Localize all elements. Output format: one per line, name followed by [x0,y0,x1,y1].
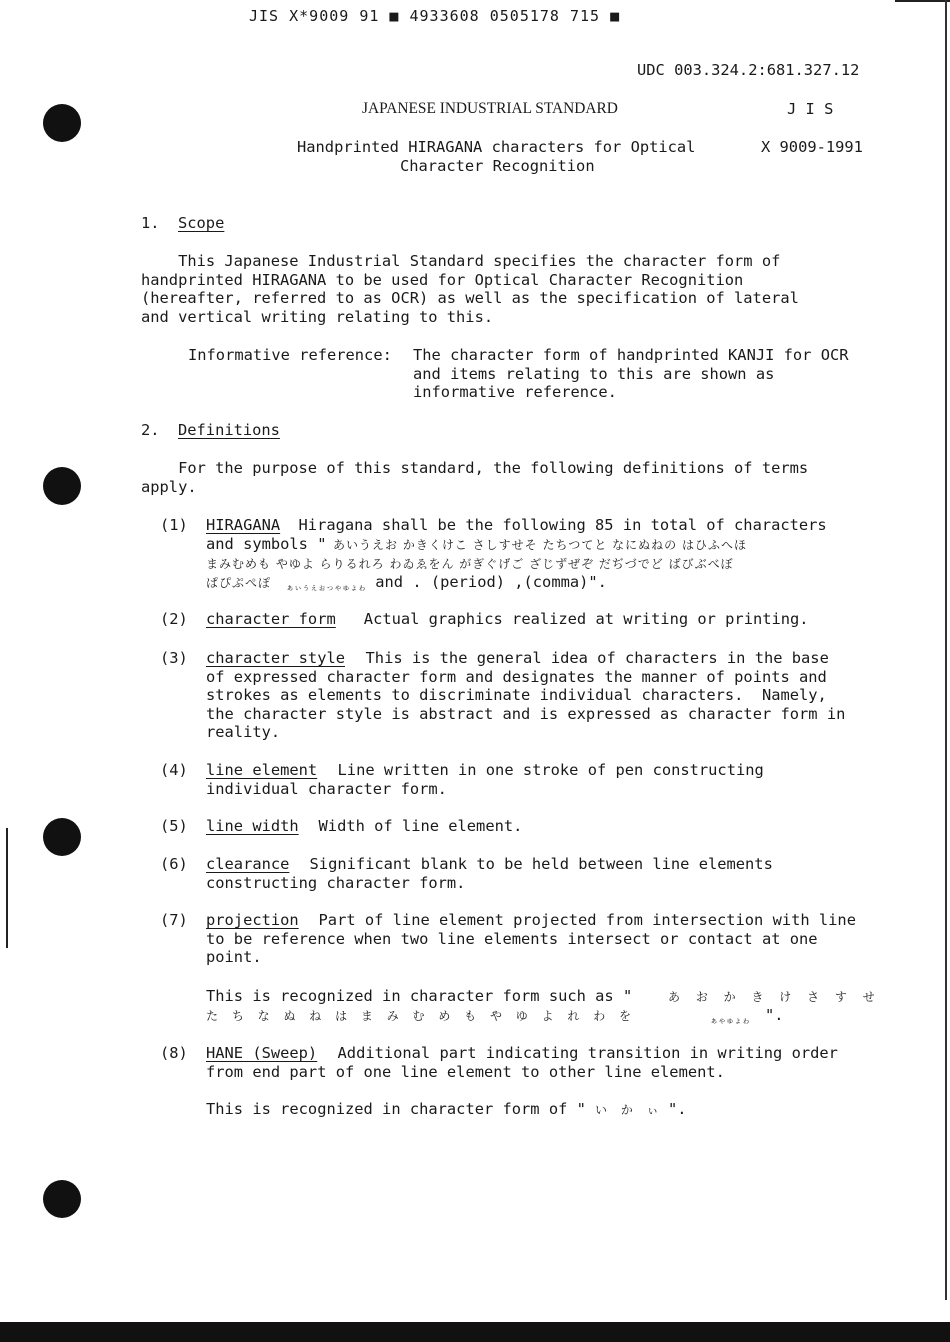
hiragana-small-kana: ぁぃぅぇぉっゃゅょゎ [286,583,366,592]
definition-term: character form [206,610,336,628]
top-right-rule [895,0,950,2]
definition-description: Additional part indicating transition in writing order from end part of one line element to other line element. [206,1044,838,1081]
definitions-intro: For the purpose of this standard, the following definitions of terms apply. [141,459,809,496]
scope-heading: Scope [178,214,225,232]
definition-term: line width [206,817,299,835]
document-title-line2: Character Recognition [400,157,595,175]
definition-term: HIRAGANA [206,516,281,534]
bottom-scan-bar [0,1322,950,1342]
hiragana-symbols-prefix: and symbols " [206,535,327,553]
definition-term: HANE (Sweep) [206,1044,318,1062]
hiragana-list-line3: ぱぴぷぺぽ [206,576,272,590]
hiragana-list-line1: あいうえお かきくけこ さしすせそ たちつてと なにぬねの はひふへほ [333,538,747,552]
definition-number: (3) [160,649,188,667]
projection-kana-line1: あ お か き け さ す せ [668,990,881,1004]
definition-description: Part of line element projected from intersection with line to be reference when two line elements intersect or contact at one point. [206,911,856,967]
projection-note-tail: ". [765,1006,784,1024]
projection-note-prefix: This is recognized in character form such as " [206,987,633,1005]
scope-number: 1. [141,214,160,232]
informative-reference-label: Informative reference: [188,346,392,364]
definition-description: This is the general idea of characters in the base of expressed character form and designates the manner of points and strokes as elements to discriminate individual characters. Namely, the character style is abstract and is expressed as character form in reality. [206,649,846,742]
projection-kana-line2: た ち な ぬ ね は ま み む め も や ゆ よ れ わ を [206,1009,637,1023]
definitions-number: 2. [141,421,160,439]
document-title-line1: Handprinted HIRAGANA characters for Optical [297,138,696,156]
definition-number: (7) [160,911,188,929]
punch-hole [43,467,81,505]
right-edge-rule [945,0,947,1300]
definition-number: (8) [160,1044,188,1062]
definition-number: (5) [160,817,188,835]
hane-note-tail: ". [668,1100,687,1118]
definition-description: Actual graphics realized at writing or printing. [336,610,809,628]
hane-kana: い か ぃ [595,1103,664,1117]
hane-note-prefix: This is recognized in character form of " [206,1100,586,1118]
udc-code: UDC 003.324.2:681.327.12 [637,61,860,79]
definition-term: projection [206,911,299,929]
margin-mark [6,828,8,948]
scope-paragraph: This Japanese Industrial Standard specifies the character form of handprinted HIRAGANA to be used for Optical Character Recognition (hereafter, referred to as OCR) as well as the specification of lateral and vertical writing relating to this. [141,252,799,326]
definition-number: (2) [160,610,188,628]
definition-description: Width of line element. [300,817,523,835]
definition-term: character style [206,649,345,667]
projection-small-kana: ぁゃゅょゎ [710,1016,750,1025]
punch-hole [43,818,81,856]
punch-hole [43,104,81,142]
definition-description: Hiragana shall be the following 85 in total of characters [280,516,827,534]
definition-number: (1) [160,516,188,534]
definition-description: Significant blank to be held between line elements constructing character form. [206,855,773,892]
definitions-heading: Definitions [178,421,280,439]
definition-description: Line written in one stroke of pen constructing individual character form. [206,761,764,798]
standard-name: JAPANESE INDUSTRIAL STANDARD [362,100,618,117]
definition-number: (4) [160,761,188,779]
definition-number: (6) [160,855,188,873]
definition-term: line element [206,761,318,779]
hiragana-list-tail: and . (period) ,(comma)". [366,573,607,591]
hiragana-list-line2: まみむめも やゆよ らりるれろ わゐゑをん がぎぐげご ざじずぜぞ だぢづでど ばびぶべぼ [206,557,734,571]
barcode-line: JIS X*9009 91 ■ 4933608 0505178 715 ■ [249,7,621,25]
informative-reference-text: The character form of handprinted KANJI for OCR and items relating to this are shown as informative reference. [413,346,849,402]
standard-code: X 9009-1991 [761,138,863,156]
jis-label: J I S [787,100,834,118]
punch-hole [43,1180,81,1218]
definition-term: clearance [206,855,290,873]
